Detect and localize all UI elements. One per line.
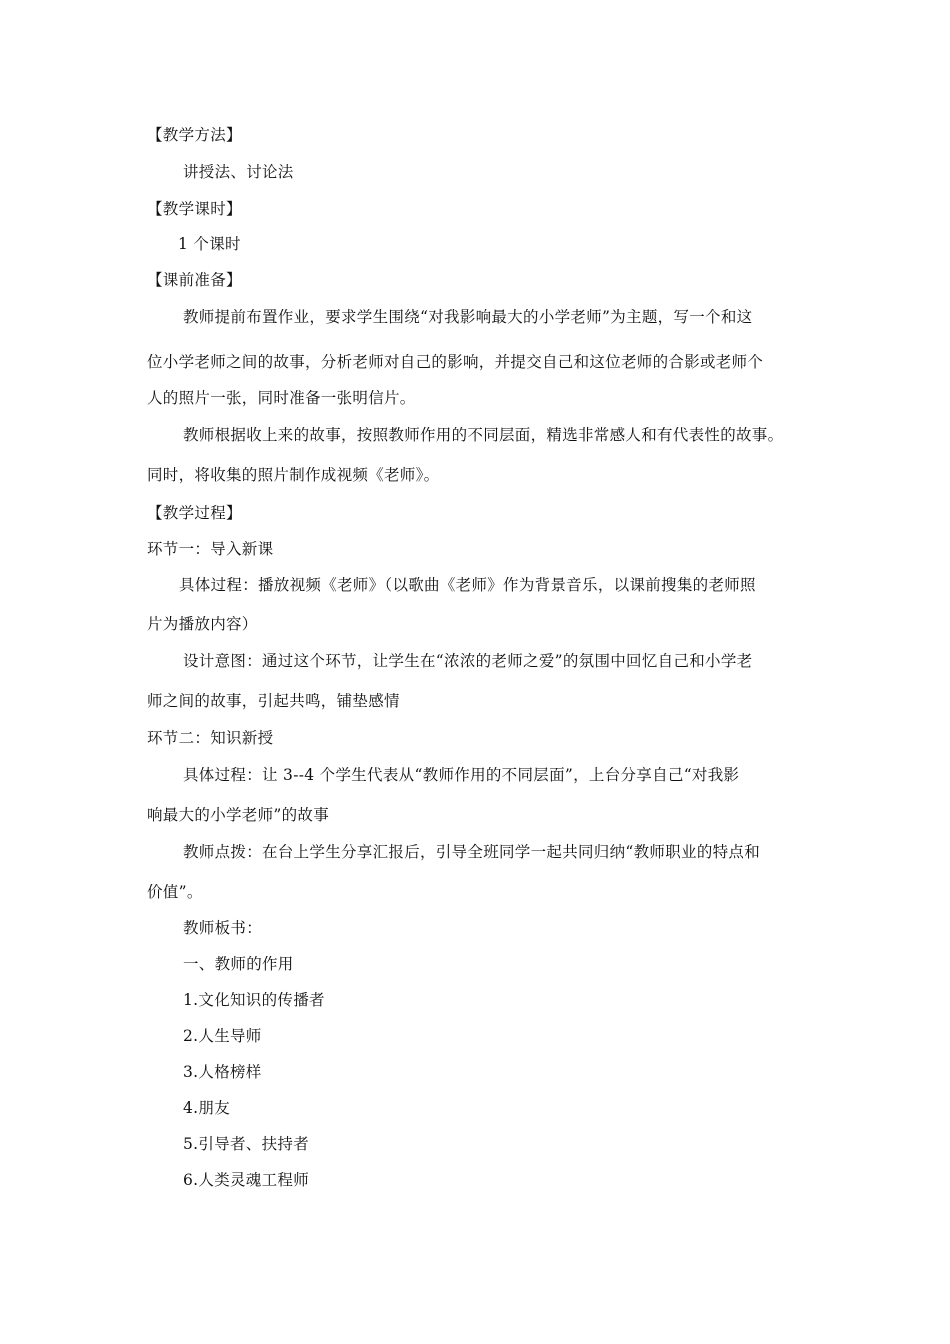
prep-heading: 【课前准备】 bbox=[147, 271, 242, 289]
step1-paragraph-1-line-1: 具体过程：播放视频《老师》（以歌曲《老师》作为背景音乐，以课前搜集的老师照 bbox=[179, 576, 756, 594]
step1-heading: 环节一：导入新课 bbox=[147, 540, 274, 558]
step2-paragraph-1-line-2: 响最大的小学老师”的故事 bbox=[147, 806, 330, 824]
board-item: 2.人生导师 bbox=[183, 1027, 262, 1045]
board-item: 3.人格榜样 bbox=[183, 1063, 262, 1081]
step2-heading: 环节二：知识新授 bbox=[147, 729, 274, 747]
prep-paragraph-2-line-1: 教师根据收上来的故事，按照教师作用的不同层面，精选非常感人和有代表性的故事。 bbox=[183, 426, 784, 444]
prep-paragraph-1-line-3: 人的照片一张，同时准备一张明信片。 bbox=[147, 389, 416, 407]
step2-paragraph-2-line-1: 教师点拨：在台上学生分享汇报后，引导全班同学一起共同归纳“教师职业的特点和 bbox=[183, 843, 761, 861]
step1-paragraph-2-line-1: 设计意图：通过这个环节，让学生在“浓浓的老师之爱”的氛围中回忆自己和小学老 bbox=[183, 652, 753, 670]
board-title: 教师板书： bbox=[183, 919, 263, 937]
step2-paragraph-2-line-2: 价值”。 bbox=[147, 883, 203, 901]
prep-paragraph-1-line-1: 教师提前布置作业，要求学生围绕“对我影响最大的小学老师”为主题，写一个和这 bbox=[183, 308, 753, 326]
step1-paragraph-2-line-2: 师之间的故事，引起共鸣，铺垫感情 bbox=[147, 692, 400, 710]
board-item: 6.人类灵魂工程师 bbox=[183, 1171, 309, 1189]
board-subtitle: 一、教师的作用 bbox=[183, 955, 294, 973]
method-text: 讲授法、讨论法 bbox=[183, 163, 294, 181]
board-item: 5.引导者、扶持者 bbox=[183, 1135, 309, 1153]
prep-paragraph-2-line-2: 同时，将收集的照片制作成视频《老师》。 bbox=[147, 466, 440, 484]
prep-paragraph-1-line-2: 位小学老师之间的故事，分析老师对自己的影响，并提交自己和这位老师的合影或老师个 bbox=[147, 353, 764, 371]
hours-text: 1 个课时 bbox=[178, 235, 241, 253]
method-heading: 【教学方法】 bbox=[147, 126, 242, 144]
step2-paragraph-1-line-1: 具体过程：让 3--4 个学生代表从“教师作用的不同层面”，上台分享自己“对我影 bbox=[183, 766, 740, 784]
step1-paragraph-1-line-2: 片为播放内容） bbox=[147, 615, 258, 633]
process-heading: 【教学过程】 bbox=[147, 504, 242, 522]
hours-heading: 【教学课时】 bbox=[147, 200, 242, 218]
board-item: 1.文化知识的传播者 bbox=[183, 991, 325, 1009]
board-item: 4.朋友 bbox=[183, 1099, 230, 1117]
